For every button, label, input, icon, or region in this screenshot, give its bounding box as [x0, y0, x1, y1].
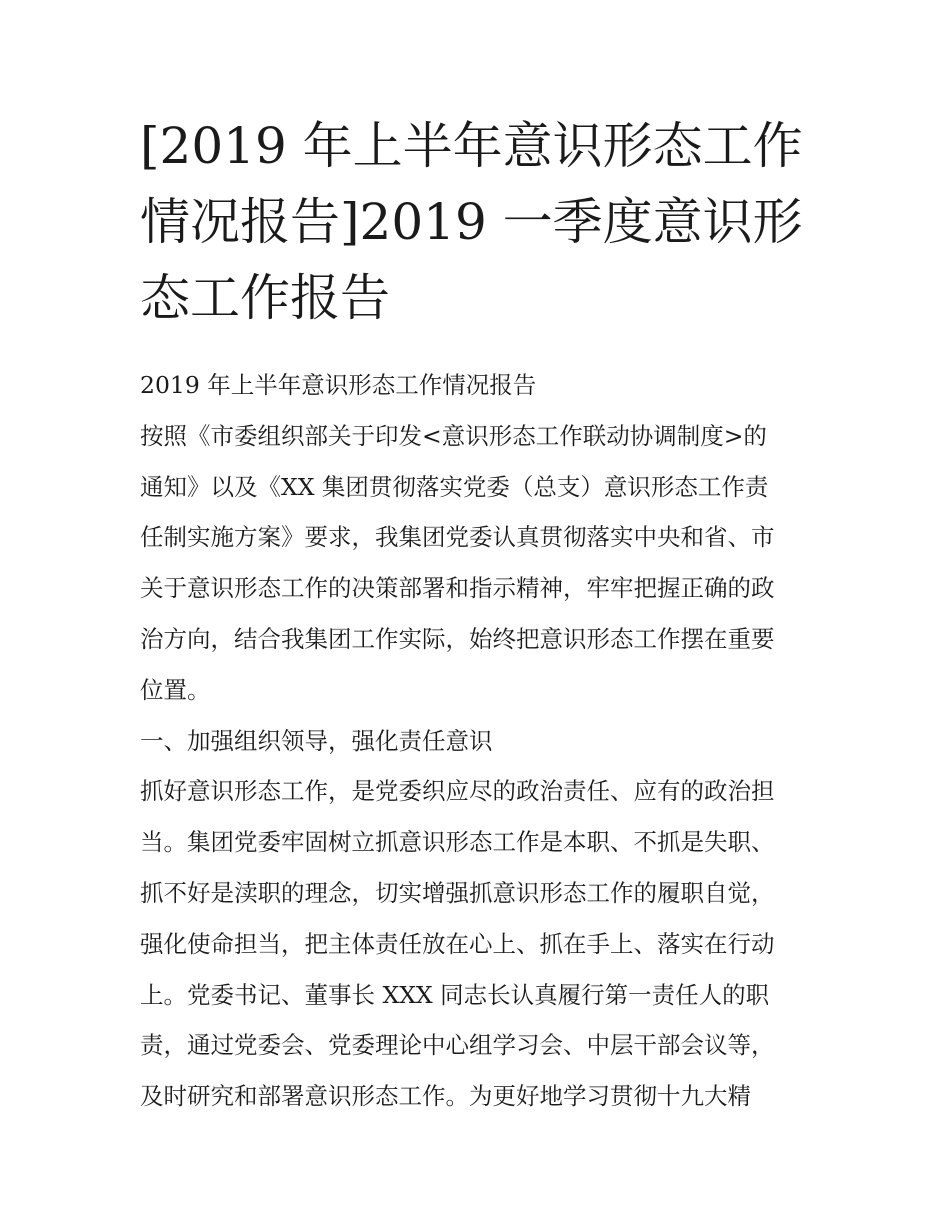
paragraph-line: 关于意识形态工作的决策部署和指示精神，牢牢把握正确的政 — [140, 574, 775, 603]
paragraph-line: 治方向，结合我集团工作实际，始终把意识形态工作摆在重要 — [140, 624, 775, 653]
title-line-1: [2019 年上半年意识形态工作 — [140, 117, 803, 175]
paragraph-line: 抓不好是渎职的理念，切实增强抓意识形态工作的履职自觉， — [140, 878, 775, 907]
title-line-3: 态工作报告 — [140, 269, 390, 327]
section-heading: 一、加强组织领导，强化责任意识 — [140, 726, 493, 755]
paragraph-line: 责，通过党委会、党委理论中心组学习会、中层干部会议等， — [140, 1031, 775, 1060]
paragraph-line: 任制实施方案》要求，我集团党委认真贯彻落实中央和省、市 — [140, 523, 775, 552]
paragraph-line: 上。党委书记、董事长 XXX 同志长认真履行第一责任人的职 — [140, 980, 770, 1009]
paragraph-line: 及时研究和部署意识形态工作。为更好地学习贯彻十九大精 — [140, 1082, 751, 1111]
paragraph-line: 当。集团党委牢固树立抓意识形态工作是本职、不抓是失职、 — [140, 828, 775, 857]
paragraph-line: 抓好意识形态工作，是党委织应尽的政治责任、应有的政治担 — [140, 777, 775, 806]
document-body — [140, 360, 820, 1122]
paragraph-line: 强化使命担当，把主体责任放在心上、抓在手上、落实在行动 — [140, 929, 775, 958]
document-title — [140, 108, 820, 336]
title-line-2: 情况报告]2019 一季度意识形 — [140, 193, 803, 251]
paragraph-line: 位置。 — [140, 675, 211, 704]
subtitle-line: 2019 年上半年意识形态工作情况报告 — [140, 371, 537, 399]
paragraph-line: 通知》以及《XX 集团贯彻落实党委（总支）意识形态工作责 — [140, 472, 769, 501]
paragraph-line: 按照《市委组织部关于印发<意识形态工作联动协调制度>的 — [140, 421, 767, 450]
